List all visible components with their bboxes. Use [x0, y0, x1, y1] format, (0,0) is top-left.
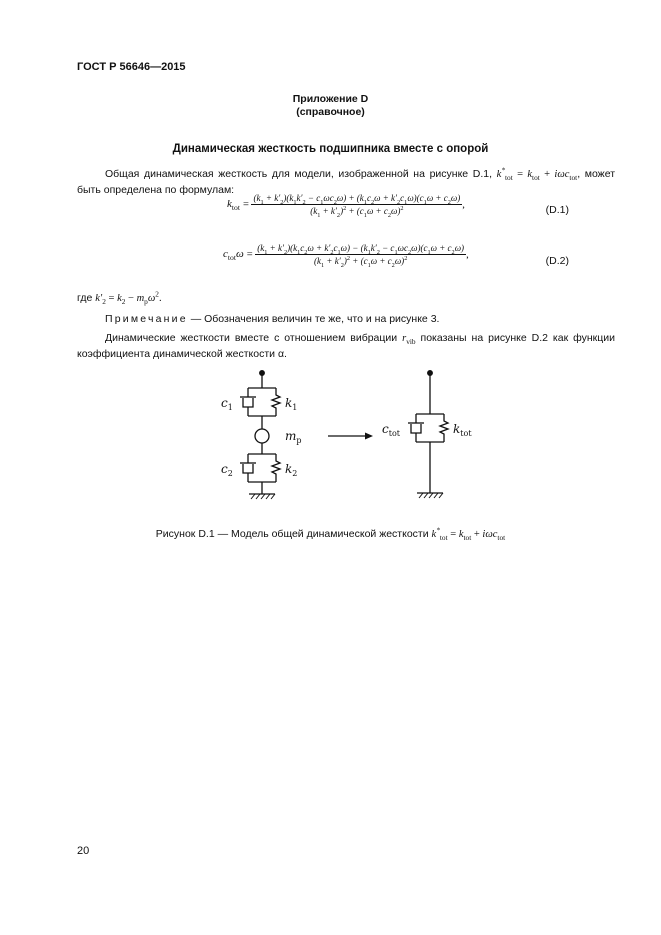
label-c2: $c_2$	[221, 462, 233, 478]
page-number: 20	[77, 845, 90, 857]
note	[77, 312, 615, 327]
paragraph-2	[77, 331, 615, 361]
label-ktot: $k_{tot}$	[453, 422, 472, 438]
equation-d1-number: (D.1)	[545, 204, 569, 216]
caption-prefix: Рисунок D.1 — Модель общей динамической жесткости	[155, 528, 429, 540]
where-formula: $k'_2 = k_2 - m_p\omega^2$.	[95, 289, 162, 307]
where-clause	[77, 291, 615, 307]
appendix-title: Приложение D	[292, 93, 369, 105]
caption-formula: $k^*_{tot} = k_{tot} + i\omega c_{tot}$	[431, 525, 506, 543]
note-text: — Обозначения величин те же, что и на рисунке 3.	[190, 313, 440, 325]
rvib-symbol: $r_{vib}$	[402, 333, 416, 347]
note-label: Примечание	[105, 313, 188, 325]
label-k2: $k_2$	[285, 462, 298, 478]
label-ctot: $c_{tot}$	[382, 422, 400, 438]
label-k1: $k_1$	[285, 396, 298, 412]
para2-after: показаны на рисунке D.2 как функции коэффициента динамической жесткости α.	[77, 332, 616, 360]
appendix-heading	[0, 93, 661, 119]
figure-caption	[0, 525, 661, 543]
label-mp: $m_p$	[285, 429, 302, 445]
intro-text-before: Общая динамическая жесткость для модели, изображенной на рисунке D.1,	[105, 168, 493, 180]
stiffness-model-figure	[205, 365, 505, 517]
where-prefix: где	[77, 292, 93, 304]
para2-before: Динамические жесткости вместе с отношением вибрации	[105, 332, 398, 344]
intro-text-after: , может быть определена по формулам:	[77, 168, 615, 196]
section-title: Динамическая жесткость подшипника вместе с опорой	[172, 143, 489, 155]
arrow-icon	[365, 433, 373, 440]
intro-formula: $k^*_{tot} = k_{tot} + i\omega c_{tot}$	[496, 165, 578, 183]
equation-d2-number: (D.2)	[545, 255, 569, 267]
label-c1: $c_1$	[221, 396, 233, 412]
document-header: ГОСТ Р 56646—2015	[77, 61, 186, 73]
appendix-type: (справочное)	[296, 106, 365, 118]
